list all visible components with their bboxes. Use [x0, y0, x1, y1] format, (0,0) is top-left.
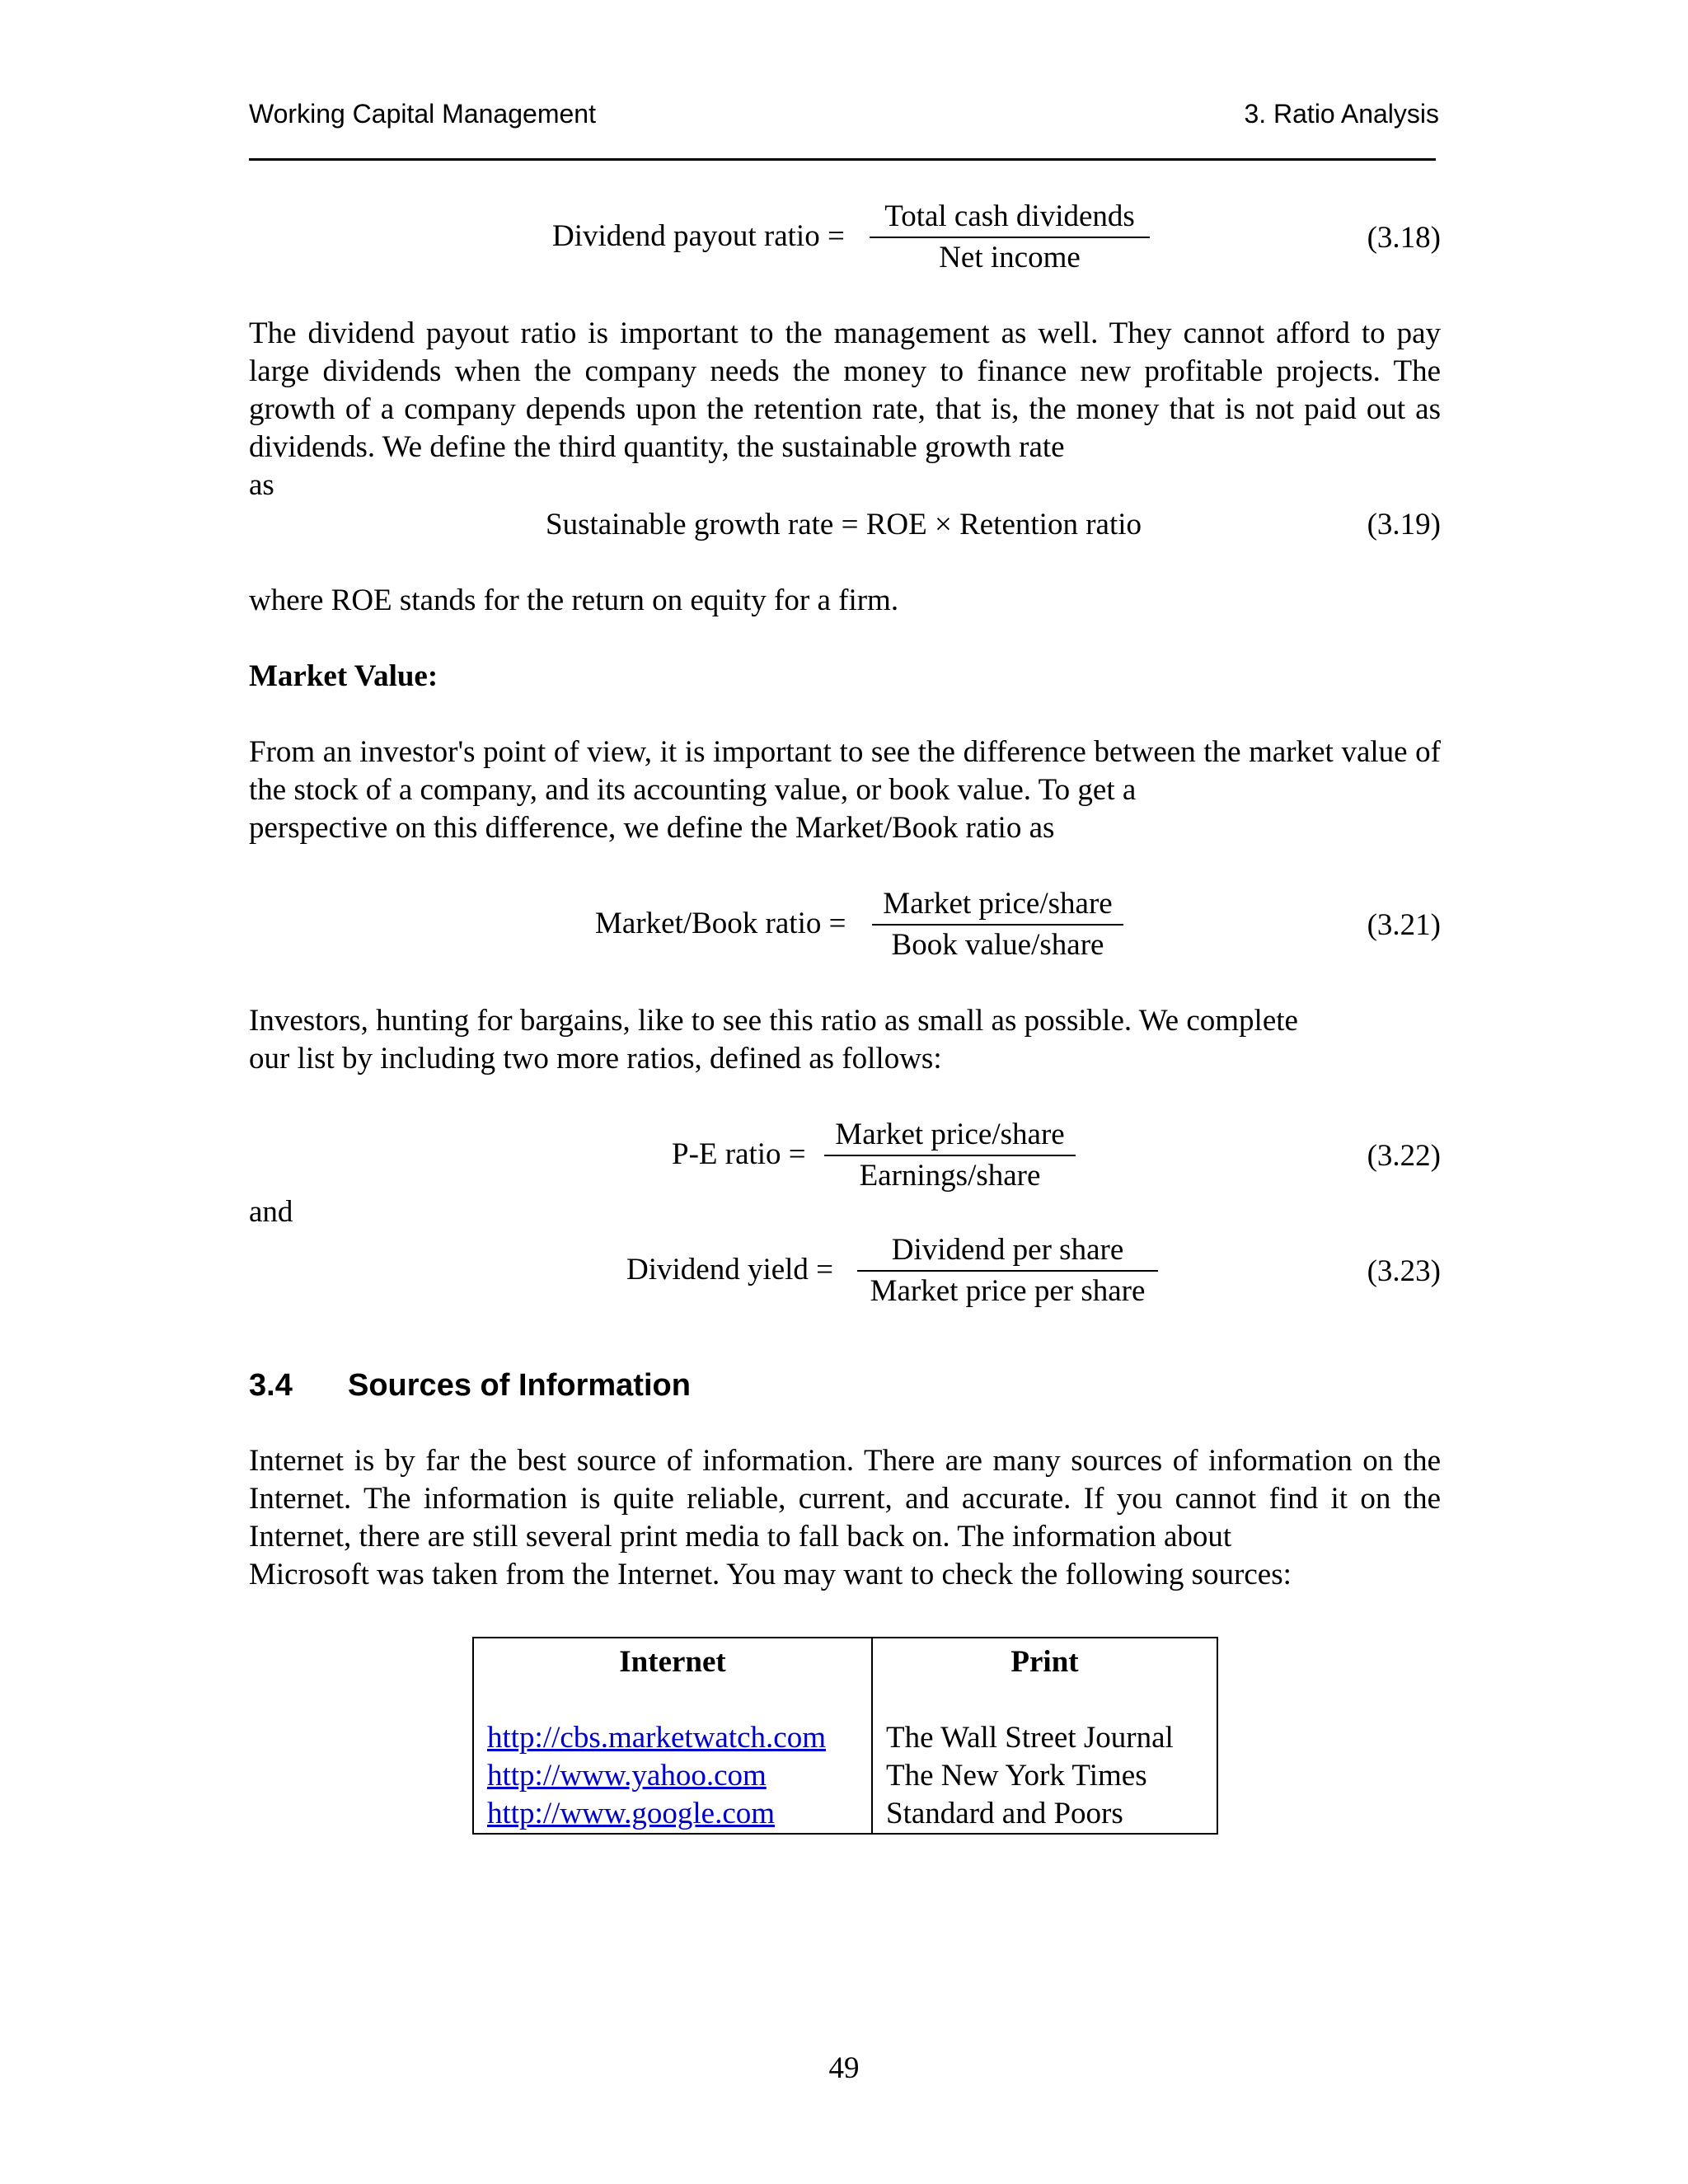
sources-table-internet-cell	[473, 1719, 872, 1834]
eq-3-19-text: Sustainable growth rate = ROE × Retention ratio	[546, 508, 1142, 541]
eq-3-18-number: (3.18)	[1367, 221, 1441, 255]
eq-3-18-denominator: Net income	[939, 241, 1081, 274]
eq-3-21-fraction	[872, 885, 1123, 964]
running-header-left: Working Capital Management	[249, 99, 596, 129]
paragraph-sources	[249, 1442, 1441, 1594]
section-number: 3.4	[249, 1368, 293, 1403]
eq-3-23-denominator: Market price per share	[870, 1274, 1146, 1308]
paragraph-dividend-payout	[249, 315, 1441, 504]
sources-table-body-row	[473, 1719, 1217, 1834]
eq-3-22-fraction	[824, 1116, 1076, 1195]
section-heading	[249, 1368, 691, 1404]
paragraph-roe: where ROE stands for the return on equity for a firm.	[249, 583, 899, 617]
sources-table-header-print: Print	[872, 1638, 1217, 1719]
sources-table-print-cell	[872, 1719, 1217, 1834]
page-number: 49	[828, 2051, 860, 2085]
eq-3-21-denominator: Book value/share	[891, 928, 1104, 962]
eq-3-22-numerator: Market price/share	[824, 1116, 1076, 1156]
eq-3-18-fraction	[870, 198, 1150, 277]
link-google[interactable]: http://www.google.com	[487, 1797, 776, 1830]
section-title: Sources of Information	[348, 1368, 691, 1403]
sources-table-header-internet: Internet	[473, 1638, 872, 1719]
paragraph-investors-text: Investors, hunting for bargains, like to see this ratio as small as possible. We complete	[249, 1004, 1298, 1038]
eq-3-22-lhs: P-E ratio =	[672, 1137, 806, 1171]
sources-table	[472, 1637, 1218, 1835]
eq-3-23-fraction	[857, 1231, 1158, 1310]
link-marketwatch[interactable]: http://cbs.marketwatch.com	[487, 1721, 826, 1755]
eq-3-18-numerator: Total cash dividends	[870, 198, 1150, 238]
paragraph-dividend-payout-last: as	[249, 468, 274, 502]
market-value-heading: Market Value:	[249, 659, 438, 693]
paragraph-investors-last: our list by including two more ratios, defined as follows:	[249, 1042, 942, 1076]
print-source-nyt: The New York Times	[886, 1759, 1147, 1793]
eq-3-18-lhs: Dividend payout ratio =	[552, 219, 845, 253]
eq-3-23-lhs: Dividend yield =	[626, 1253, 834, 1286]
sources-table-header-row	[473, 1638, 1217, 1719]
eq-3-22-denominator: Earnings/share	[859, 1159, 1041, 1193]
running-header-right: 3. Ratio Analysis	[1244, 99, 1439, 129]
print-source-sp: Standard and Poors	[886, 1797, 1123, 1830]
header-rule	[249, 158, 1436, 161]
eq-3-21-lhs: Market/Book ratio =	[595, 907, 846, 940]
paragraph-investors	[249, 1002, 1441, 1078]
eq-3-21-numerator: Market price/share	[872, 885, 1123, 926]
paragraph-dividend-payout-text: The dividend payout ratio is important to the management as well. They cannot afford to pay large dividends when the company needs the money to finance new profitable projects. The growth of a company depends upon the retention rate, that is, the money that is not paid out as dividends. We define the third quantity, the sustainable growth rate	[249, 316, 1441, 464]
print-source-wsj: The Wall Street Journal	[886, 1721, 1174, 1755]
eq-3-21-number: (3.21)	[1367, 908, 1441, 942]
link-yahoo[interactable]: http://www.yahoo.com	[487, 1759, 767, 1793]
eq-3-19-number: (3.19)	[1367, 508, 1441, 541]
paragraph-sources-text: Internet is by far the best source of information. There are many sources of information on the Internet. The information is quite reliable, current, and accurate. If you cannot find it on the Internet, there are still several print media to fall back on. The information about	[249, 1444, 1441, 1554]
eq-3-23-number: (3.23)	[1367, 1254, 1441, 1288]
eq-3-23-numerator: Dividend per share	[857, 1231, 1158, 1272]
paragraph-sources-last: Microsoft was taken from the Internet. You may want to check the following sources:	[249, 1558, 1292, 1591]
paragraph-market-value-last: perspective on this difference, we define the Market/Book ratio as	[249, 811, 1055, 845]
paragraph-market-value-text: From an investor's point of view, it is important to see the difference between the market value of the stock of a company, and its accounting value, or book value. To get a	[249, 735, 1441, 807]
eq-3-22-number: (3.22)	[1367, 1139, 1441, 1173]
and-connector: and	[249, 1195, 293, 1229]
paragraph-market-value	[249, 733, 1441, 847]
